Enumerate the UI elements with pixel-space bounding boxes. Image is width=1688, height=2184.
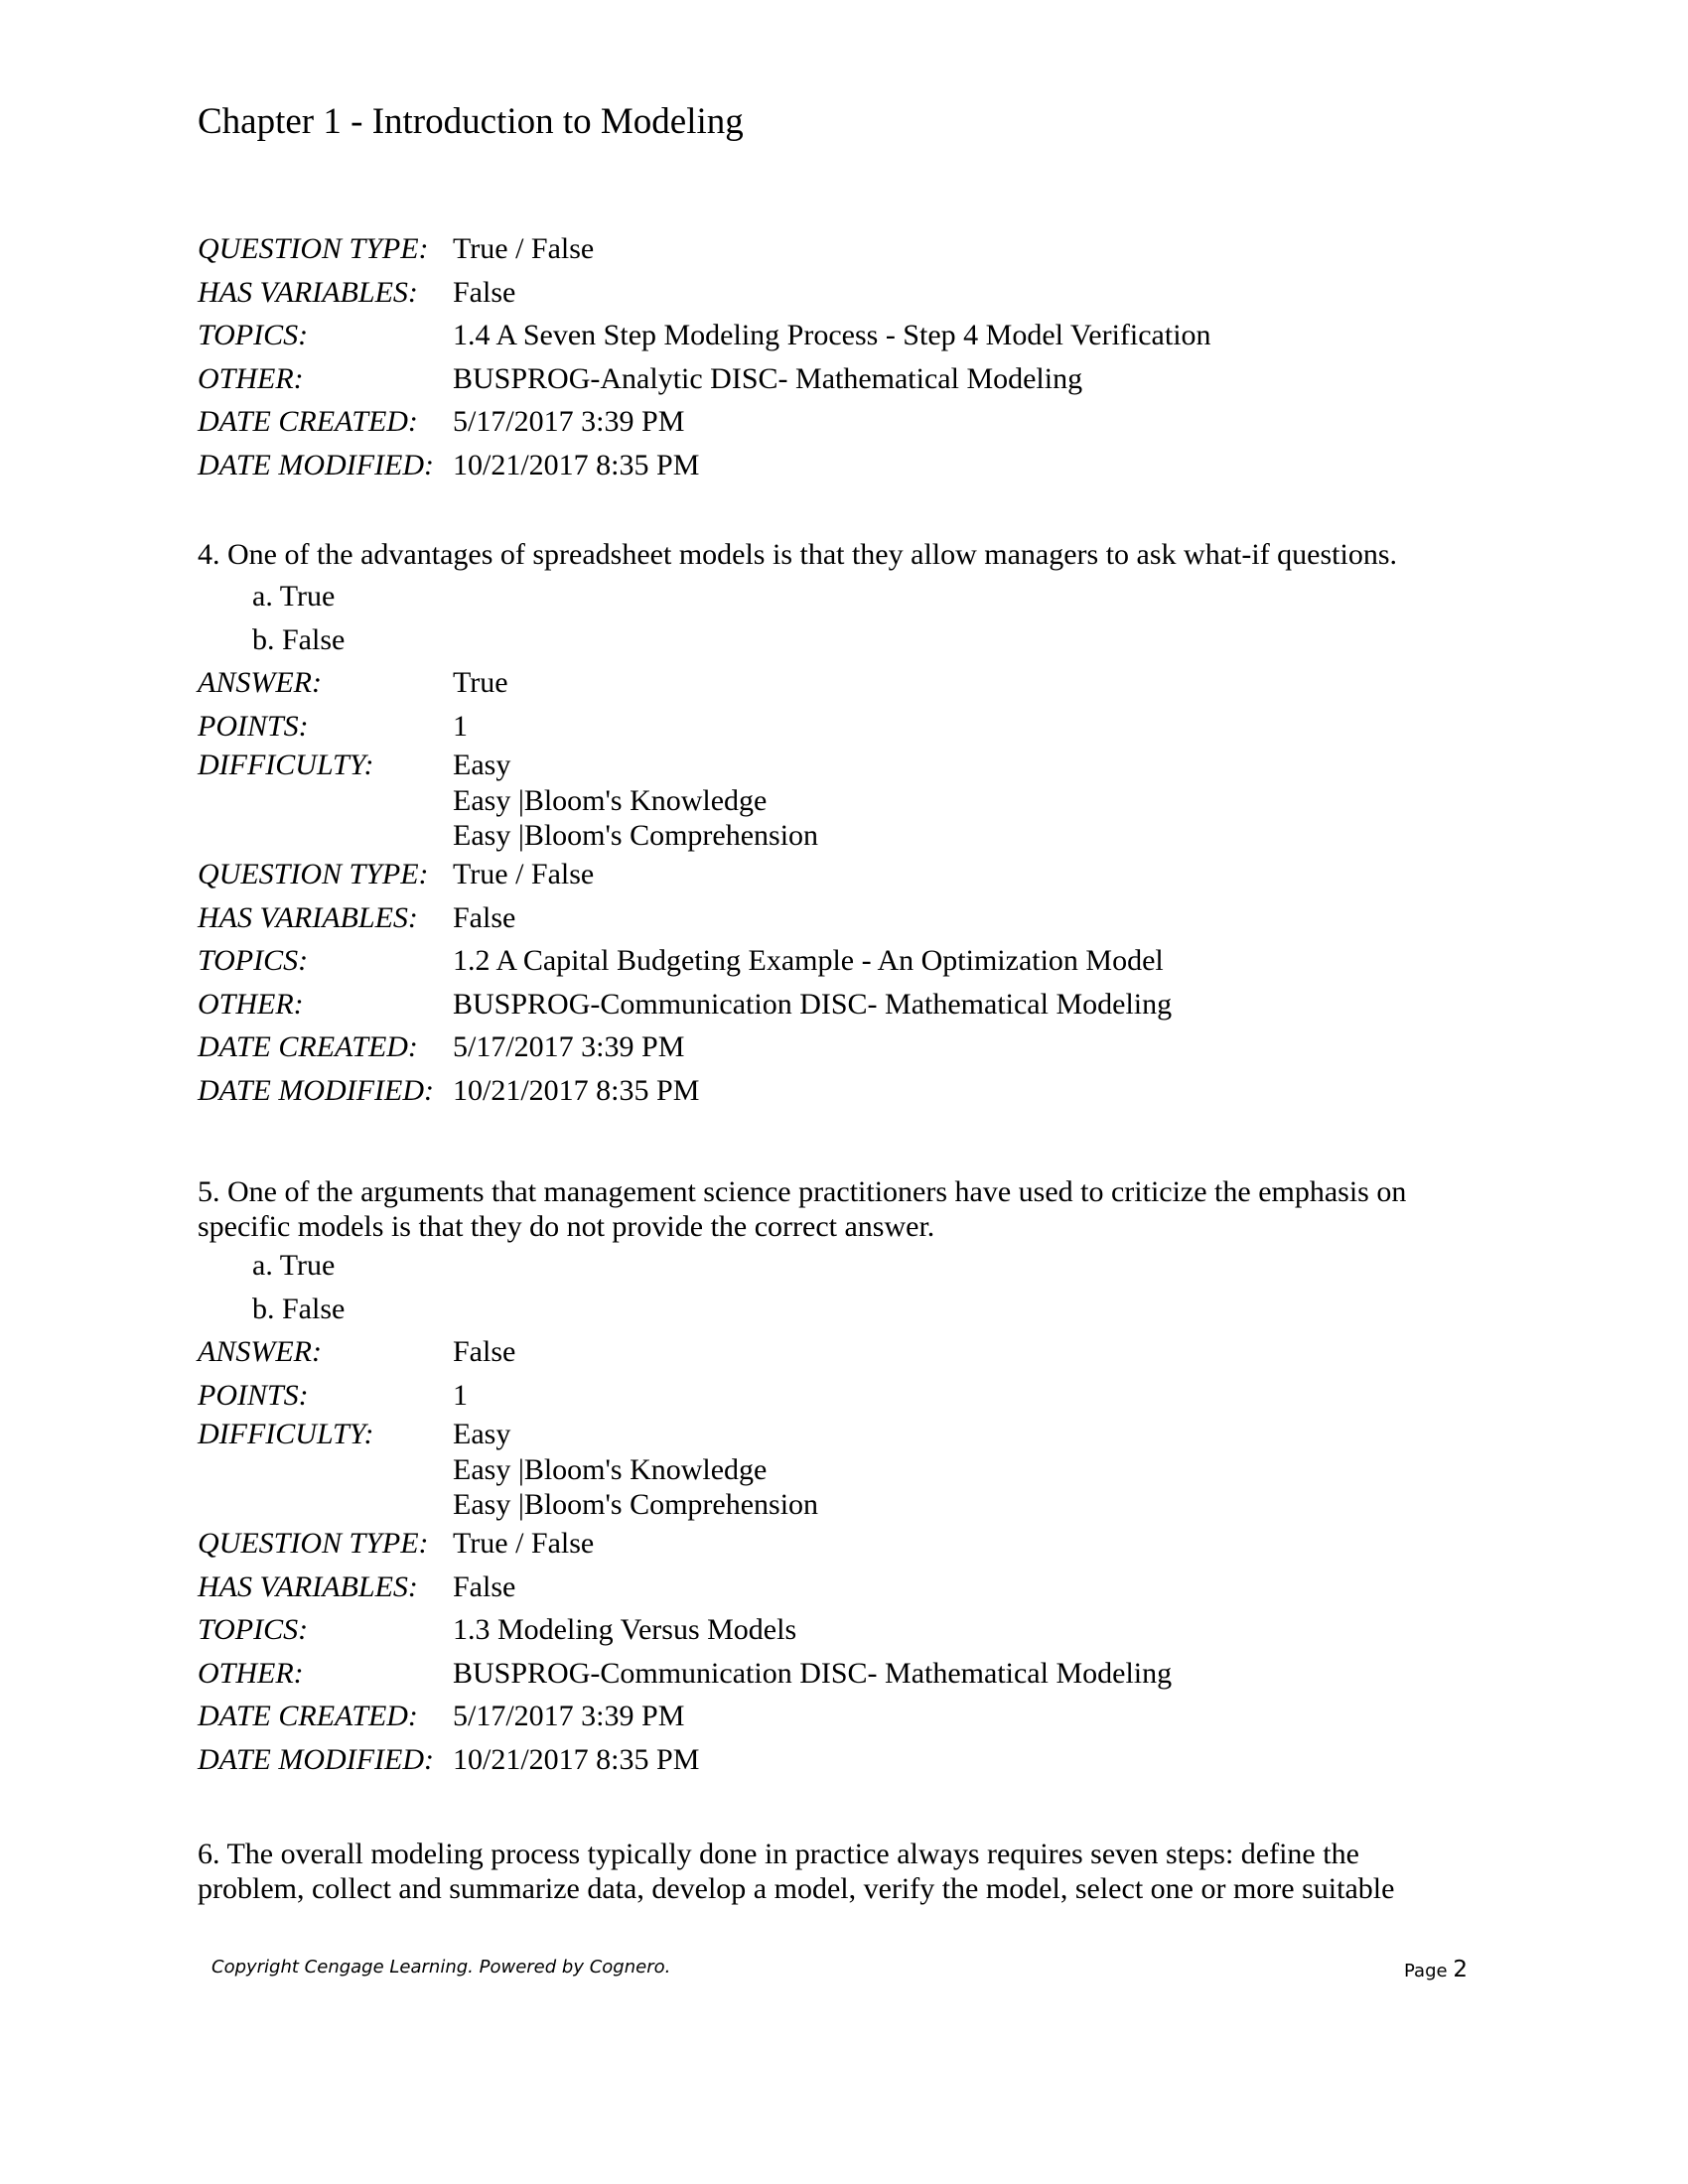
has-variables-label: HAS VARIABLES:	[198, 275, 418, 309]
meta-row-date-created	[198, 400, 1488, 444]
difficulty-value: Easy	[453, 749, 511, 781]
other-value: BUSPROG-Analytic DISC- Mathematical Modeling	[453, 361, 1083, 395]
meta-row-date-created	[198, 1025, 1488, 1069]
topics-value: 1.3 Modeling Versus Models	[453, 1613, 797, 1646]
date-modified-value: 10/21/2017 8:35 PM	[453, 1073, 700, 1107]
points-value: 1	[453, 1378, 468, 1412]
has-variables-value: False	[453, 900, 516, 934]
date-modified-label: DATE MODIFIED:	[198, 448, 434, 481]
has-variables-label: HAS VARIABLES:	[198, 1570, 418, 1603]
date-modified-value: 10/21/2017 8:35 PM	[453, 448, 700, 481]
choice-a: a. True	[252, 580, 336, 613]
date-modified-value: 10/21/2017 8:35 PM	[453, 1742, 700, 1776]
topics-label: TOPICS:	[198, 1613, 309, 1646]
difficulty-row	[198, 1417, 1488, 1452]
question-type-label: QUESTION TYPE:	[198, 232, 429, 265]
date-created-value: 5/17/2017 3:39 PM	[453, 1030, 685, 1063]
date-modified-label: DATE MODIFIED:	[198, 1742, 434, 1776]
points-row	[198, 1374, 1488, 1418]
question-type-value: True / False	[453, 1527, 595, 1560]
meta-row-date-modified	[198, 444, 1488, 487]
page-label: Page	[1404, 1961, 1448, 1981]
answer-row	[198, 661, 1488, 705]
question-text-line: specific models is that they do not provide the correct answer.	[198, 1210, 935, 1243]
difficulty-value: Easy |Bloom's Comprehension	[453, 1488, 819, 1521]
meta-row-question-type	[198, 227, 1488, 271]
question-text-line: problem, collect and summarize data, develop a model, verify the model, select one or more suitable	[198, 1872, 1395, 1905]
date-created-value: 5/17/2017 3:39 PM	[453, 1700, 685, 1732]
question-type-value: True / False	[453, 858, 595, 890]
difficulty-row	[198, 748, 1488, 783]
question-6	[198, 1837, 1488, 1906]
other-label: OTHER:	[198, 1656, 304, 1690]
difficulty-value: Easy |Bloom's Knowledge	[453, 1453, 768, 1486]
answer-value: False	[453, 1335, 516, 1368]
question-text	[198, 1837, 1488, 1906]
answer-label: ANSWER:	[198, 1335, 322, 1368]
question-text: 4. One of the advantages of spreadsheet models is that they allow managers to ask what-if questions.	[198, 538, 1398, 571]
date-created-value: 5/17/2017 3:39 PM	[453, 405, 685, 438]
difficulty-row-3	[198, 818, 1488, 853]
difficulty-value: Easy |Bloom's Comprehension	[453, 819, 819, 852]
meta-row-other	[198, 983, 1488, 1026]
date-created-label: DATE CREATED:	[198, 1030, 418, 1063]
question-type-value: True / False	[453, 232, 595, 265]
meta-row-other	[198, 357, 1488, 401]
meta-row-has-variables	[198, 1566, 1488, 1609]
chapter-title: Chapter 1 - Introduction to Modeling	[198, 101, 744, 142]
points-row	[198, 705, 1488, 749]
points-label: POINTS:	[198, 1378, 309, 1412]
date-created-label: DATE CREATED:	[198, 405, 418, 438]
difficulty-value: Easy |Bloom's Knowledge	[453, 784, 768, 817]
answer-row	[198, 1330, 1488, 1374]
date-created-label: DATE CREATED:	[198, 1700, 418, 1732]
points-label: POINTS:	[198, 709, 309, 743]
other-label: OTHER:	[198, 987, 304, 1021]
question-type-label: QUESTION TYPE:	[198, 1527, 429, 1560]
meta-row-date-modified	[198, 1738, 1488, 1782]
previous-question-metadata	[198, 227, 1488, 486]
choice-b: b. False	[252, 1292, 346, 1325]
other-value: BUSPROG-Communication DISC- Mathematical Modeling	[453, 987, 1173, 1021]
has-variables-label: HAS VARIABLES:	[198, 900, 418, 934]
has-variables-value: False	[453, 275, 516, 309]
answer-value: True	[453, 666, 508, 699]
copyright-footer: Copyright Cengage Learning. Powered by Cognero.	[211, 1957, 671, 1978]
meta-row-topics	[198, 1608, 1488, 1652]
page-number-footer	[1404, 1957, 1468, 1984]
choice-a: a. True	[252, 1249, 336, 1282]
meta-row-topics	[198, 939, 1488, 983]
page-number: 2	[1453, 1957, 1468, 1982]
meta-row-date-modified	[198, 1069, 1488, 1113]
meta-row-has-variables	[198, 271, 1488, 315]
topics-value: 1.4 A Seven Step Modeling Process - Step 4 Model Verification	[453, 319, 1211, 351]
difficulty-row-3	[198, 1487, 1488, 1522]
answer-label: ANSWER:	[198, 666, 322, 699]
meta-row-has-variables	[198, 896, 1488, 940]
meta-row-question-type	[198, 853, 1488, 896]
has-variables-value: False	[453, 1570, 516, 1603]
difficulty-row-2	[198, 1452, 1488, 1487]
topics-value: 1.2 A Capital Budgeting Example - An Optimization Model	[453, 944, 1164, 977]
question-4	[198, 535, 1488, 1112]
difficulty-label: DIFFICULTY:	[198, 749, 374, 781]
question-type-label: QUESTION TYPE:	[198, 858, 429, 890]
question-text-line: 6. The overall modeling process typically done in practice always requires seven steps: define the	[198, 1838, 1359, 1870]
other-value: BUSPROG-Communication DISC- Mathematical Modeling	[453, 1656, 1173, 1690]
difficulty-row-2	[198, 783, 1488, 818]
meta-row-topics	[198, 314, 1488, 357]
topics-label: TOPICS:	[198, 319, 309, 351]
choice-b: b. False	[252, 622, 346, 656]
question-text	[198, 1174, 1488, 1244]
topics-label: TOPICS:	[198, 944, 309, 977]
date-modified-label: DATE MODIFIED:	[198, 1073, 434, 1107]
meta-row-date-created	[198, 1695, 1488, 1738]
meta-row-other	[198, 1652, 1488, 1696]
question-text-line: 5. One of the arguments that management science practitioners have used to criticize the emphasis on	[198, 1175, 1407, 1208]
meta-row-question-type	[198, 1522, 1488, 1566]
points-value: 1	[453, 709, 468, 743]
question-5	[198, 1174, 1488, 1781]
difficulty-value: Easy	[453, 1418, 511, 1450]
other-label: OTHER:	[198, 361, 304, 395]
difficulty-label: DIFFICULTY:	[198, 1418, 374, 1450]
